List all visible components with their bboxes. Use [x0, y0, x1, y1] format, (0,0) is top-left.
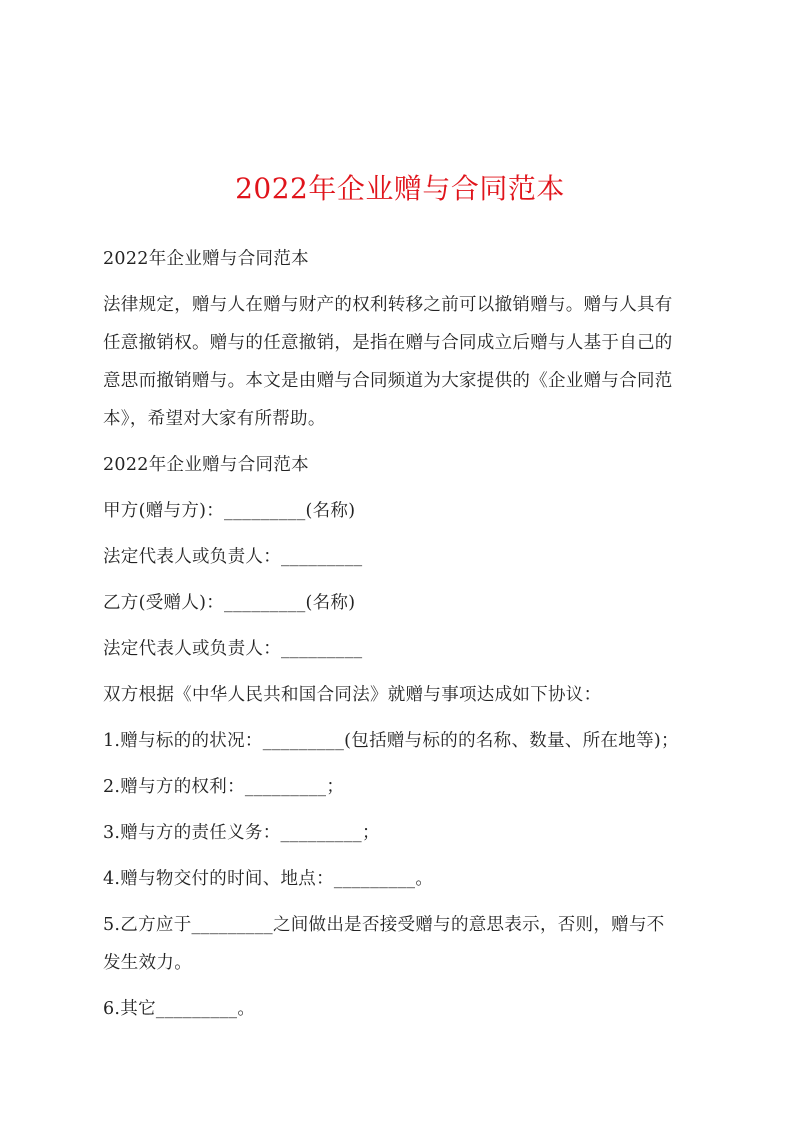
- paragraph-party-b: [103, 584, 703, 622]
- paragraph-line: 发生效力。: [103, 953, 192, 973]
- clause-3: [103, 814, 703, 852]
- paragraph-line: 意思而撤销赠与。本文是由赠与合同频道为大家提供的《企业赠与合同范: [103, 371, 673, 391]
- paragraph-line: 2022年企业赠与合同范本: [103, 249, 309, 269]
- clause-5: [103, 906, 703, 982]
- paragraph-line: 3.赠与方的责任义务：_________；: [103, 823, 380, 843]
- paragraph-line: 乙方(受赠人)：_________(名称): [103, 593, 356, 613]
- paragraph-line: 本》，希望对大家有所帮助。: [103, 409, 326, 429]
- paragraph-line: 任意撤销权。赠与的任意撤销，是指在赠与合同成立后赠与人基于自己的: [103, 333, 673, 353]
- paragraph-agreement-basis: [103, 676, 703, 714]
- paragraph-line: 甲方(赠与方)：_________(名称): [103, 501, 356, 521]
- paragraph-line: 4.赠与物交付的时间、地点：_________。: [103, 869, 434, 889]
- paragraph-line: 2022年企业赠与合同范本: [103, 455, 309, 475]
- paragraph-line: 1.赠与标的的状况：_________(包括赠与标的的名称、数量、所在地等)；: [103, 731, 679, 751]
- paragraph-party-a-rep: [103, 538, 703, 576]
- clause-4: [103, 860, 703, 898]
- document-title: 2022年企业赠与合同范本: [235, 172, 565, 205]
- paragraph-line: 法定代表人或负责人：_________: [103, 547, 363, 567]
- paragraph-line: 法定代表人或负责人：_________: [103, 639, 363, 659]
- paragraph-line: 6.其它_________。: [103, 999, 256, 1019]
- document-body: [103, 240, 703, 1028]
- clause-6: [103, 990, 703, 1028]
- paragraph-subtitle: [103, 240, 703, 278]
- paragraph-line: 2.赠与方的权利：_________；: [103, 777, 345, 797]
- paragraph-line: 5.乙方应于_________之间做出是否接受赠与的意思表示，否则，赠与不: [103, 915, 665, 935]
- paragraph-party-a: [103, 492, 703, 530]
- paragraph-party-b-rep: [103, 630, 703, 668]
- clause-2: [103, 768, 703, 806]
- paragraph-line: 法律规定，赠与人在赠与财产的权利转移之前可以撤销赠与。赠与人具有: [103, 295, 673, 315]
- clause-1: [103, 722, 703, 760]
- paragraph-intro: [103, 286, 703, 438]
- paragraph-line: 双方根据《中华人民共和国合同法》就赠与事项达成如下协议：: [103, 685, 602, 705]
- paragraph-contract-heading: [103, 446, 703, 484]
